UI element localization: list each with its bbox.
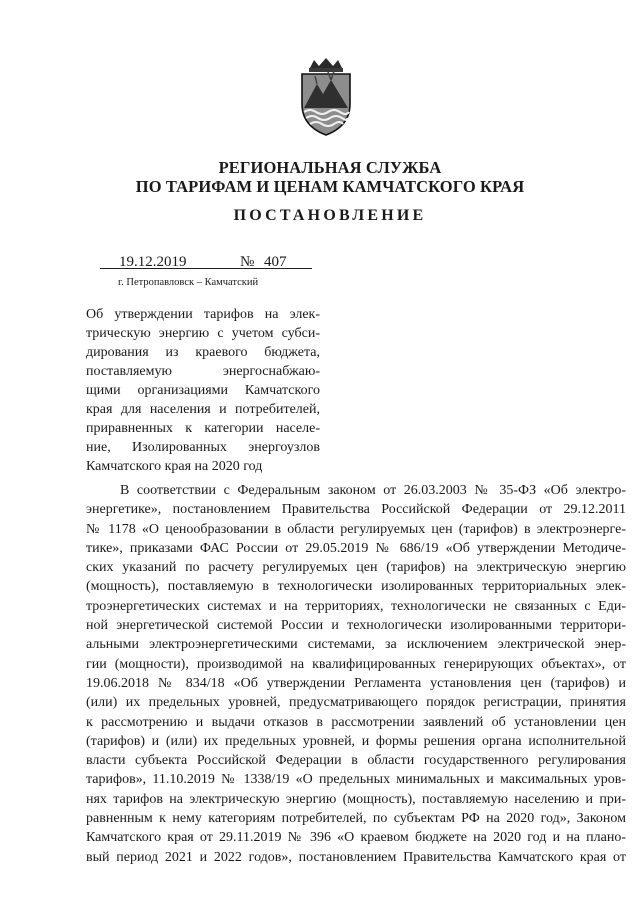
- agency-name-line-1: РЕГИОНАЛЬНАЯ СЛУЖБА: [218, 158, 442, 177]
- coat-of-arms-icon: [293, 58, 359, 136]
- body-line: троэнергетических системах и на территориях, технологически не связанных с Еди-: [86, 598, 626, 614]
- subject-line: Об утверждении тарифов на элек-: [86, 307, 320, 322]
- subject-line: края для населения и потребителей,: [86, 402, 320, 417]
- body-line: к рассмотрению и выдачи отказов в рассмотрении заявлений об установлении цен: [86, 714, 626, 730]
- body-line: 19.06.2018 № 834/18 «Об утверждении Регламента установления цен (тарифов) и: [86, 675, 626, 691]
- document-subject: [86, 305, 320, 476]
- body-line: нях тарифов на электрическую энергию (мощность), поставляемую населению и при-: [86, 791, 626, 807]
- body-line: гии (мощности), производимой на квалифицированных генерирующих объектах», от: [86, 656, 626, 672]
- date-number-row: [100, 254, 312, 276]
- body-line: власти субъекта Российской Федерации в области государственного регулирования: [86, 753, 626, 769]
- subject-line: Камчатского края на 2020 год: [86, 459, 263, 474]
- agency-name-line-2: ПО ТАРИФАМ И ЦЕНАМ КАМЧАТСКОГО КРАЯ: [135, 177, 525, 196]
- subject-line: дирования из краевого бюджета,: [86, 345, 320, 360]
- subject-line: поставляемую энергоснабжаю-: [86, 364, 320, 379]
- body-line: энергетике», постановлением Правительства Российской Федерации от 29.12.2011: [86, 502, 626, 518]
- city-name: г. Петропавловск – Камчатский: [118, 277, 259, 288]
- number-sign: №: [240, 254, 255, 270]
- document-date: 19.12.2019: [119, 254, 187, 270]
- subject-line: щими организациями Камчатского: [86, 383, 320, 398]
- subject-line: ние, Изолированных энергоузлов: [86, 440, 320, 455]
- subject-line: приравненных к категории населе-: [86, 421, 320, 436]
- body-line: № 1178 «О ценообразовании в области регулируемых цен (тарифов) в электроэнерге-: [86, 521, 626, 537]
- body-line: (или) их предельных уровней, предусматривающего порядок регистрации, принятия: [86, 695, 626, 711]
- body-line: В соответствии с Федеральным законом от 26.03.2003 № 35-ФЗ «Об электро-: [120, 483, 626, 498]
- body-line: (тарифов) и (или) их предельных уровней, и формы решения органа исполнительной: [86, 733, 626, 749]
- body-paragraph: [86, 481, 626, 867]
- body-line: равненным к нему категориям потребителей, по субъектам РФ на 2020 год», Законом: [86, 811, 626, 827]
- body-line: альными электроэнергетическими системами, за исключением электрической энер-: [86, 637, 626, 653]
- body-line: (мощность), поставляемую в технологически изолированных территориальных элек-: [86, 579, 626, 595]
- body-line: тарифов», 11.10.2019 № 1338/19 «О предельных минимальных и максимальных уров-: [86, 772, 626, 788]
- body-line: ной энергетической системой России и технологически изолированными территори-: [86, 618, 626, 634]
- body-line: вый период 2021 и 2022 годов», постановлением Правительства Камчатского края от: [86, 849, 626, 865]
- body-line: ских указаний по расчету регулируемых цен (тарифов) на электрическую энергию: [86, 560, 626, 576]
- agency-name: [100, 158, 560, 196]
- body-line: Камчатского края от 29.11.2019 № 396 «О краевом бюджете на 2020 год и на плано-: [86, 830, 626, 846]
- subject-line: трическую энергию с учетом субси-: [86, 326, 320, 341]
- document-type: ПОСТАНОВЛЕНИЕ: [233, 207, 427, 224]
- document-number: 407: [264, 254, 287, 270]
- body-line: тике», приказами ФАС России от 29.05.2019 № 686/19 «Об утверждении Методиче-: [86, 540, 626, 556]
